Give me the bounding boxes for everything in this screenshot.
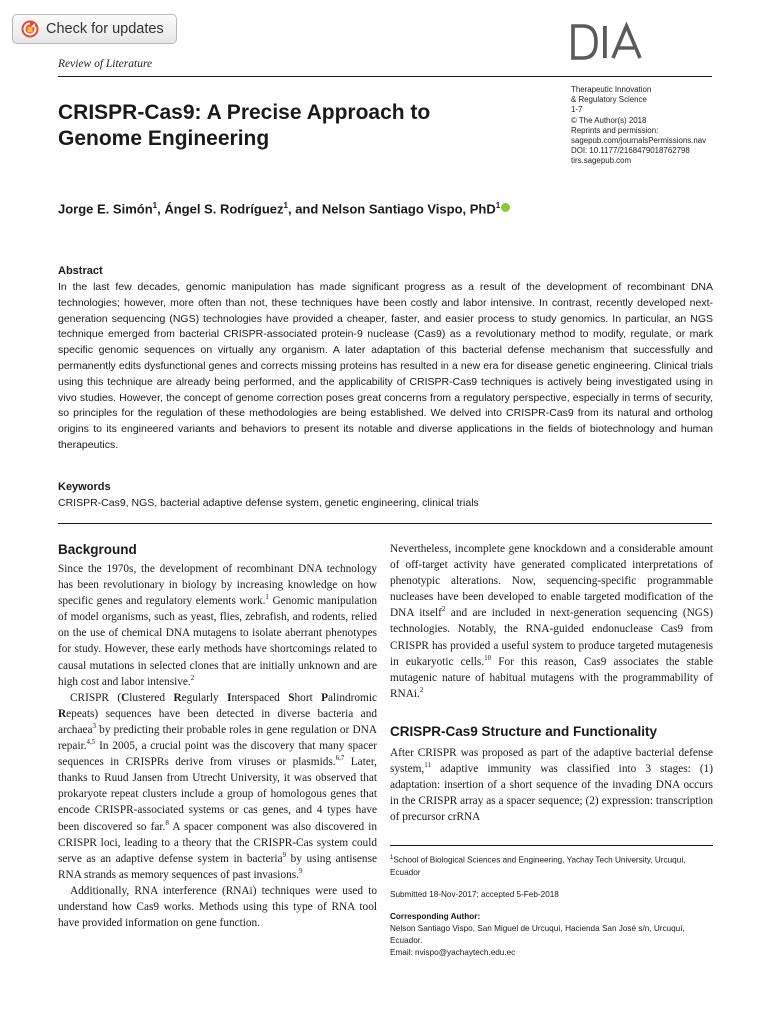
article-title: CRISPR-Cas9: A Precise Approach to Genome Engineering <box>58 101 431 150</box>
paragraph <box>58 561 377 690</box>
abstract-heading: Abstract <box>58 265 103 277</box>
corresponding-heading <box>390 911 713 923</box>
text-run: A spacer component was also discovered in CRISPR loci, leading to a theory that the CRISPR-Cas system could serve as an adaptive defense system in bacteria <box>58 820 378 865</box>
journal-name-line1: Therapeutic Innovation <box>571 85 652 94</box>
author-name: Ángel S. Rodríguez <box>164 201 284 217</box>
check-for-updates-button[interactable] <box>12 14 177 44</box>
keywords-rule <box>58 523 712 524</box>
keywords-text: CRISPR-Cas9, NGS, bacterial adaptive defense system, genetic engineering, clinical trials <box>58 497 479 509</box>
footnote-rule <box>390 845 713 846</box>
journal-site-link[interactable]: tirs.sagepub.com <box>571 156 632 166</box>
text-run: After CRISPR was proposed as part of the adaptive bacterial defense system, <box>390 747 713 776</box>
text-run: ) sequences have been detected in diverse bacteria and archaea <box>58 707 377 736</box>
journal-name-line2: & Regulatory Science <box>571 95 647 105</box>
affiliation-mark: 1 <box>152 201 158 210</box>
paragraph <box>58 690 377 883</box>
acronym-letter: P <box>321 691 329 704</box>
article-type-label: Review of Literature <box>58 58 153 70</box>
affiliation-mark: 1 <box>390 855 394 861</box>
text-run: alindromic <box>328 691 377 704</box>
background-body <box>58 561 377 931</box>
affiliation-note <box>390 852 713 879</box>
affiliation-mark: 1 <box>495 201 501 210</box>
citation[interactable]: 11 <box>424 761 431 770</box>
text-run: Nevertheless, incomplete gene knockdown and a considerable amount of off-target activity have generated complicated interpretations of phenotypic alterations. Now, sequencing-specific programmable nucleases have been developed to enable targeted modification of the DNA itself <box>390 543 713 620</box>
citation[interactable]: 2 <box>419 686 424 695</box>
paragraph <box>390 745 713 825</box>
text-run: lustered <box>129 691 174 704</box>
structure-body <box>390 745 713 825</box>
text-run: Since the 1970s, the development of recombinant DNA technology has been revolutionary in biology by increasing knowledge on how specific genes and regulatory elements work. <box>58 563 377 608</box>
text-run: In 2005, a crucial point was the discovery that many spacer sequences in CRISPRs derive from viruses or plasmids. <box>58 740 377 769</box>
orcid-icon[interactable] <box>501 203 510 212</box>
submission-dates: Submitted 18-Nov-2017; accepted 5-Feb-2018 <box>390 889 559 899</box>
affiliation-text: School of Biological Sciences and Engineering, Yachay Tech University, Urcuquí, Ecuador <box>390 855 686 877</box>
background-body-continued <box>390 541 713 702</box>
structure-heading: CRISPR-Cas9 Structure and Functionality <box>390 724 658 739</box>
journal-info <box>571 85 761 167</box>
citation[interactable]: 2 <box>441 605 446 614</box>
affiliation-mark: 1 <box>283 201 288 210</box>
text-run: egularly <box>181 691 228 704</box>
acronym-letter: C <box>121 691 130 704</box>
citation[interactable]: 10 <box>484 653 492 662</box>
citation[interactable]: 4,5 <box>86 738 96 747</box>
check-updates-icon <box>21 20 39 38</box>
acronym-letter: R <box>58 707 67 720</box>
journal-pages: 1-7 <box>571 105 583 115</box>
corresponding-address: Nelson Santiago Vispo, San Miguel de Urcuquí, Hacienda San José s/n, Urcuquí, Ecuador. <box>390 923 685 945</box>
keywords-heading: Keywords <box>58 481 111 493</box>
author-name: Jorge E. Simón <box>58 201 153 217</box>
check-updates-label: Check for updates <box>46 21 164 37</box>
footnotes <box>390 852 713 959</box>
spacer <box>390 901 713 911</box>
header-rule <box>58 76 712 77</box>
text-run: hort <box>294 691 322 704</box>
author-separator: , <box>157 201 165 217</box>
text-run: and are included in next-generation sequencing (NGS) technologies. Notably, the RNA-guided endonuclease Cas9 from CRISPR has provided a useful system to produce targeted mutagenesis in eukaryotic cells. <box>390 607 713 668</box>
text-run: For this reason, Cas9 associates the stable mutagenic nature of habitual mutagens with the programmability of RNAi. <box>390 655 714 700</box>
journal-reprints-link[interactable]: sagepub.com/journalsPermissions.nav <box>571 136 707 146</box>
text-run: CRISPR ( <box>70 691 122 704</box>
spacer <box>390 879 713 889</box>
text-run: by using antisense RNA strands as memory sequences of past invasions. <box>58 852 377 881</box>
citation[interactable]: 8 <box>165 818 169 827</box>
journal-copyright: © The Author(s) 2018 <box>571 115 647 125</box>
text-run: by predicting their probable roles in gene regulation or DNA repair. <box>58 723 377 753</box>
journal-doi[interactable]: DOI: 10.1177/2168479018762798 <box>571 146 690 156</box>
paragraph: Additionally, RNA interference (RNAi) techniques were used to understand how Cas9 works. Methods using this type of RNA tool have provided information on gene function. <box>58 884 377 930</box>
corresponding-email[interactable]: Email: nvispo@yachaytech.edu.ec <box>390 947 516 957</box>
dia-logo <box>570 22 650 62</box>
author-name: and Nelson Santiago Vispo, PhD <box>295 201 496 217</box>
citation[interactable]: 1 <box>265 593 269 602</box>
text-run: nterspaced <box>231 691 289 704</box>
citation[interactable]: 6,7 <box>335 754 345 763</box>
author-list <box>58 201 658 216</box>
abstract-text: In the last few decades, genomic manipulation has made significant progress as a result of the development of recombinant DNA technologies; however, more often than not, these techniques have been costly and labor intensive. In contrast, recently developed next-generation sequencing (NGS) technologies have provided a cheaper, faster, and easier process to study genomics. In particular, an NGS technique emerged from bacterial CRISPR-associated protein-9 nuclease (Cas9) as a revolutionary method to modify, regulate, or mark specific genomic sequences on virtually any organism. A later adaptation of this bacterial defense mechanism that successfully and permanently edits dysfunctional genes and corrects missing proteins has resulted in a new era for disease genetic engineering. Clinical trials using this technique are already being performed, and the applicability of CRISPR-Cas9 techniques is actively being investigated using in vivo studies. However, the concept of genome correction poses great concerns from a regulatory perspective, especially in terms of security, so principles for the regulation of these methodologies are being established. We delved into CRISPR-Cas9 from its natural and ortholog origins to its engineered variants and behaviors to present its notable and diverse applications in the fields of biotechnology and human therapeutics. <box>58 281 713 451</box>
text-run: epeats <box>66 707 95 720</box>
text-run: adaptive immunity was classified into 3 stages: (1) adaptation: insertion of a short sequence of the invading DNA occurs in the CRISPR array as a spacer sequence; (2) expression: transcription of precursor crRNA <box>390 763 713 824</box>
acronym-letter: I <box>227 691 232 704</box>
acronym-letter: S <box>288 691 295 704</box>
acronym-letter: R <box>173 691 182 704</box>
text-run: Genomic manipulation of model organisms, such as yeast, flies, zebrafish, and rodents, relied on the use of chemical DNA mutagens to isolate aberrant phenotypes for study. However, these early methods have shortcomings related to causal mutations in selected clones that are initially unknown and are high cost and labor intensive. <box>58 595 377 688</box>
citation[interactable]: 9 <box>282 850 287 859</box>
background-heading: Background <box>58 542 137 557</box>
citation[interactable]: 3 <box>92 722 96 731</box>
author-separator: , <box>287 201 296 217</box>
journal-reprints: Reprints and permission: <box>571 125 659 135</box>
citation[interactable]: 2 <box>190 673 195 682</box>
corresponding-label: Corresponding Author: <box>390 911 481 921</box>
text-run: Later, thanks to Ruud Jansen from Utrecht University, it was observed that prokaryote repeat clusters include a group of homologous genes that encode CRISPR-associated systems or cas genes, and 4 types have been discovered so far. <box>58 756 377 833</box>
paragraph <box>390 541 713 702</box>
citation[interactable]: 9 <box>298 867 303 876</box>
